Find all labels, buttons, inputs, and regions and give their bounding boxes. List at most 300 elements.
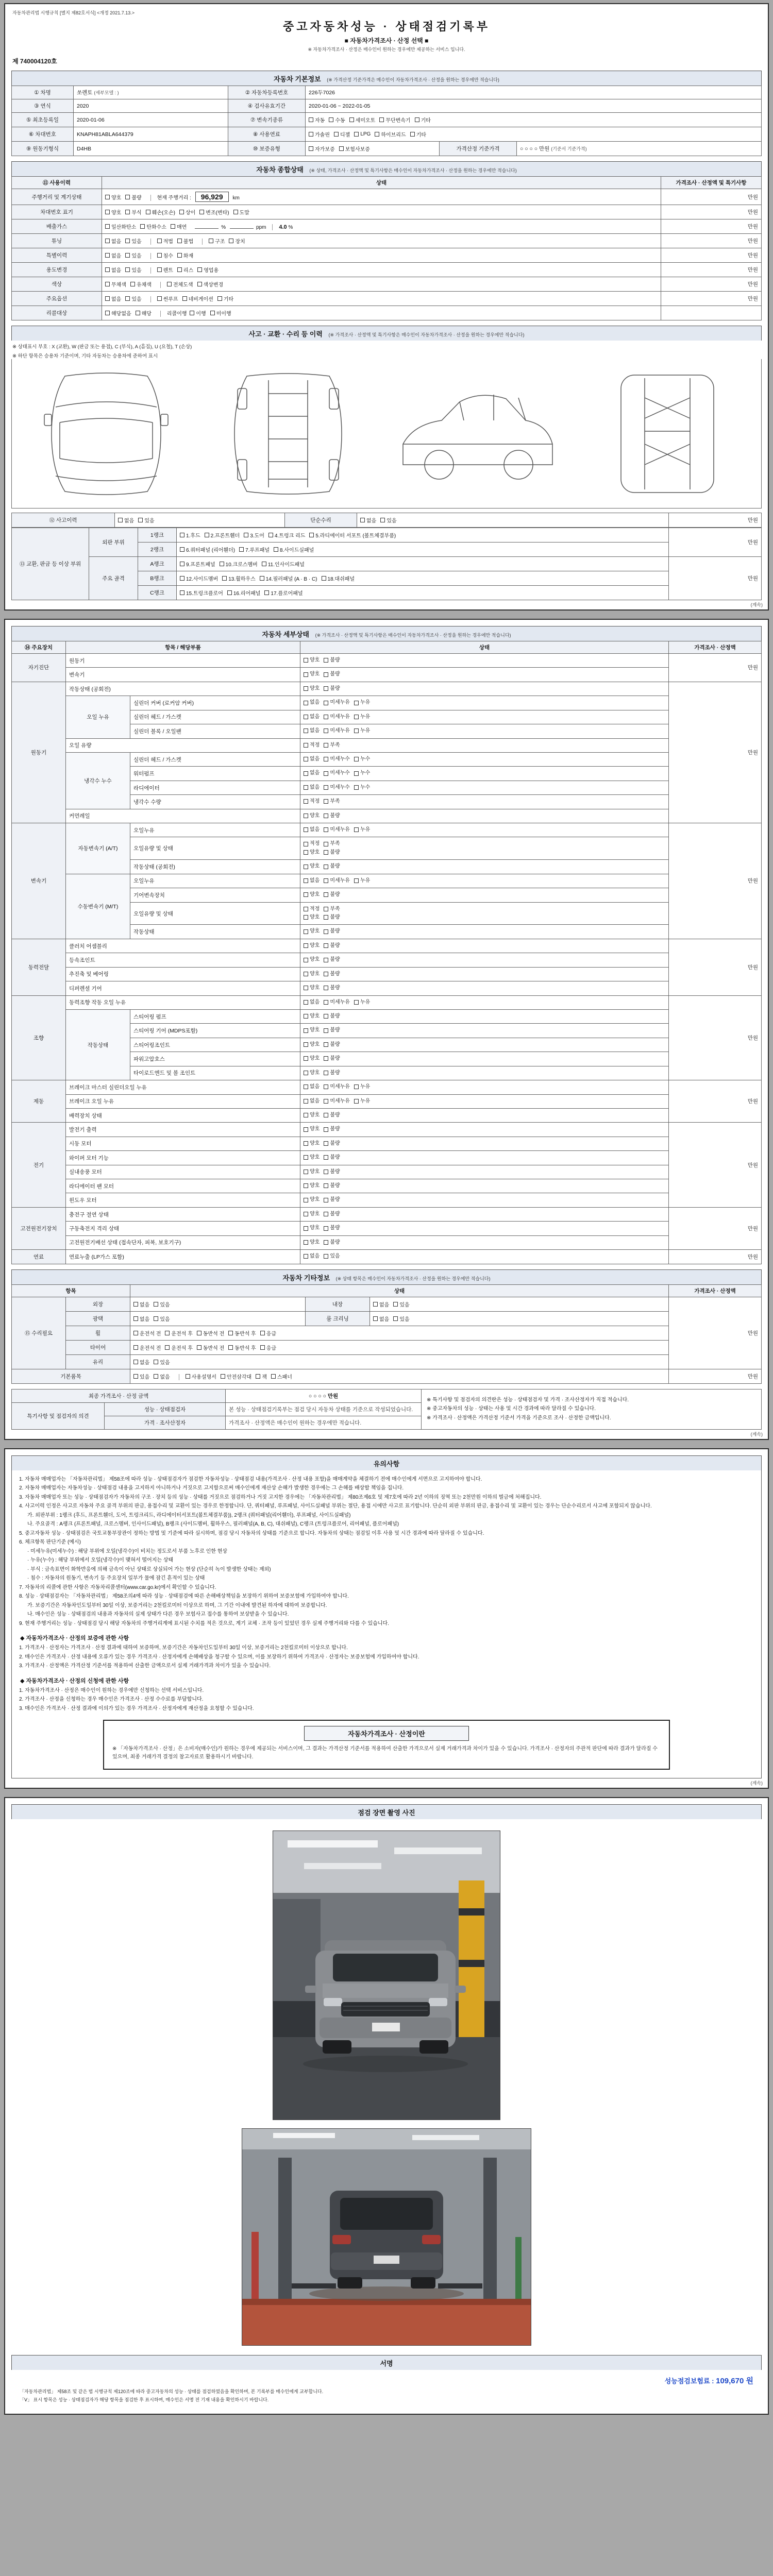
check-option-label: 누유 bbox=[360, 714, 371, 720]
check-option bbox=[304, 812, 320, 820]
check-option bbox=[304, 1013, 320, 1020]
check-option-label: 불량 bbox=[330, 957, 340, 963]
checkbox[interactable] bbox=[157, 253, 162, 258]
check-option-label: 화재 bbox=[183, 253, 194, 259]
checkbox[interactable] bbox=[304, 715, 308, 719]
checkbox[interactable] bbox=[324, 892, 328, 897]
checkbox[interactable] bbox=[171, 224, 175, 229]
check-option-label: 누유 bbox=[360, 1098, 371, 1104]
checkbox[interactable] bbox=[339, 146, 344, 151]
state-options bbox=[300, 1080, 669, 1094]
section-title-text: 자동차 종합상태 bbox=[256, 166, 304, 174]
checkbox[interactable] bbox=[324, 1113, 328, 1117]
accident-history-label: ⑫ 사고이력 bbox=[12, 513, 115, 528]
checkbox[interactable] bbox=[105, 282, 110, 286]
checkbox[interactable] bbox=[260, 1331, 265, 1335]
checkbox[interactable] bbox=[354, 771, 359, 776]
checkbox[interactable] bbox=[324, 1000, 328, 1005]
checkbox[interactable] bbox=[309, 533, 314, 537]
item-subgroup-label: 오일 누유 bbox=[66, 696, 130, 738]
checkbox[interactable] bbox=[177, 239, 182, 243]
checkbox[interactable] bbox=[304, 1042, 308, 1047]
checkbox[interactable] bbox=[304, 907, 308, 911]
checkbox[interactable] bbox=[324, 1240, 328, 1245]
check-option bbox=[125, 251, 141, 259]
checkbox[interactable] bbox=[324, 728, 328, 733]
checkbox[interactable] bbox=[125, 253, 130, 258]
check-option-label: 불량 bbox=[330, 1070, 340, 1076]
checkbox[interactable] bbox=[304, 1099, 308, 1104]
checkbox[interactable] bbox=[229, 239, 233, 243]
checkbox[interactable] bbox=[324, 701, 328, 705]
checkbox[interactable] bbox=[138, 518, 143, 522]
checkbox[interactable] bbox=[227, 590, 232, 595]
checkbox[interactable] bbox=[324, 1198, 328, 1202]
section-title-text: 서명 bbox=[380, 2360, 393, 2368]
checkbox[interactable] bbox=[154, 1360, 158, 1364]
check-option bbox=[133, 1358, 149, 1366]
checkbox[interactable] bbox=[309, 117, 313, 122]
inspection-photo-front bbox=[273, 1831, 500, 2120]
item-label: 실내송풍 모터 bbox=[66, 1165, 300, 1179]
final-price-row bbox=[12, 1389, 762, 1402]
checkbox[interactable] bbox=[274, 547, 278, 552]
checkbox[interactable] bbox=[105, 210, 110, 214]
base-price-value: ○ ○ ○ ○ 만원 (기준서 기준가격) bbox=[517, 142, 762, 156]
checkbox[interactable] bbox=[197, 1331, 201, 1335]
checkbox[interactable] bbox=[304, 1198, 308, 1202]
wheel-row bbox=[12, 1326, 762, 1340]
check-option bbox=[229, 237, 245, 245]
checkbox[interactable] bbox=[354, 827, 359, 832]
checkbox[interactable] bbox=[324, 850, 328, 855]
checkbox[interactable] bbox=[324, 1071, 328, 1075]
checkbox[interactable] bbox=[165, 1345, 170, 1350]
checkbox[interactable] bbox=[329, 117, 333, 122]
check-option bbox=[324, 928, 340, 935]
checkbox[interactable] bbox=[309, 146, 313, 151]
checkbox[interactable] bbox=[304, 827, 308, 832]
check-option bbox=[140, 223, 166, 230]
checkbox[interactable] bbox=[304, 1113, 308, 1117]
checkbox[interactable] bbox=[304, 658, 308, 663]
checkbox[interactable] bbox=[304, 1212, 308, 1216]
checkbox[interactable] bbox=[324, 1254, 328, 1259]
check-option-label: 적정 bbox=[310, 742, 320, 748]
checkbox[interactable] bbox=[309, 132, 313, 137]
check-option bbox=[165, 1344, 192, 1351]
inspection-period-label: ④ 검사유효기간 bbox=[228, 99, 306, 113]
checkbox[interactable] bbox=[324, 1141, 328, 1146]
checkbox[interactable] bbox=[324, 943, 328, 948]
checkbox[interactable] bbox=[264, 590, 269, 595]
checkbox[interactable] bbox=[324, 827, 328, 832]
checkbox[interactable] bbox=[304, 672, 308, 677]
checkbox[interactable] bbox=[324, 757, 328, 761]
checkbox[interactable] bbox=[105, 224, 110, 229]
checkbox[interactable] bbox=[354, 878, 359, 883]
color-row bbox=[12, 277, 762, 292]
checkbox[interactable] bbox=[324, 1014, 328, 1019]
checkbox[interactable] bbox=[133, 1316, 138, 1321]
checkbox[interactable] bbox=[157, 296, 162, 301]
checkbox[interactable] bbox=[146, 210, 150, 214]
checkbox[interactable] bbox=[304, 878, 308, 883]
check-option bbox=[354, 1098, 370, 1105]
check-option-label: 영업용 bbox=[204, 268, 219, 274]
check-option bbox=[304, 1041, 320, 1048]
check-option-label: 미세누유 bbox=[330, 999, 350, 1005]
checkbox[interactable] bbox=[324, 958, 328, 962]
check-option-label: 있음 bbox=[140, 1374, 150, 1380]
section-title-text: 자동차 기본정보 bbox=[274, 75, 321, 83]
state-header: 상태 bbox=[300, 641, 669, 654]
checkbox[interactable] bbox=[354, 1099, 359, 1104]
checkbox[interactable] bbox=[125, 210, 130, 214]
checkbox[interactable] bbox=[125, 296, 130, 301]
checkbox[interactable] bbox=[393, 1316, 398, 1321]
checkbox[interactable] bbox=[167, 282, 172, 286]
checkbox[interactable] bbox=[180, 562, 184, 566]
checkbox[interactable] bbox=[133, 1360, 138, 1364]
checkbox[interactable] bbox=[177, 253, 182, 258]
checkbox[interactable] bbox=[105, 253, 110, 258]
checkbox[interactable] bbox=[125, 195, 130, 199]
check-option bbox=[324, 942, 340, 950]
checkbox[interactable] bbox=[324, 1084, 328, 1089]
checkbox[interactable] bbox=[157, 267, 162, 272]
checkbox[interactable] bbox=[105, 195, 110, 199]
checkbox[interactable] bbox=[324, 1042, 328, 1047]
checkbox[interactable] bbox=[304, 728, 308, 733]
checkbox[interactable] bbox=[140, 224, 145, 229]
checkbox[interactable] bbox=[380, 518, 385, 522]
check-option-label: 미세누수 bbox=[330, 784, 350, 790]
photo-area bbox=[11, 1826, 762, 2350]
checkbox[interactable] bbox=[304, 915, 308, 920]
checkbox[interactable] bbox=[324, 915, 328, 920]
checkbox[interactable] bbox=[324, 1127, 328, 1132]
checkbox[interactable] bbox=[324, 799, 328, 804]
accident-history-table bbox=[11, 513, 762, 528]
checkbox[interactable] bbox=[304, 1084, 308, 1089]
checkbox[interactable] bbox=[304, 1000, 308, 1005]
checkbox[interactable] bbox=[133, 1302, 138, 1307]
checkbox[interactable] bbox=[304, 1240, 308, 1245]
checkbox[interactable] bbox=[324, 1028, 328, 1033]
checkbox[interactable] bbox=[118, 518, 123, 522]
checkbox[interactable] bbox=[133, 1345, 138, 1350]
checkbox[interactable] bbox=[105, 267, 110, 272]
check-option-label: 없음 bbox=[310, 1084, 320, 1090]
item-label: 실린더 블록 / 오일팬 bbox=[130, 724, 300, 738]
checkbox[interactable] bbox=[197, 1345, 201, 1350]
checkbox[interactable] bbox=[304, 1226, 308, 1231]
checkbox[interactable] bbox=[199, 210, 204, 214]
price-warranty-list bbox=[17, 1644, 756, 1670]
checkbox[interactable] bbox=[304, 958, 308, 962]
checkbox[interactable] bbox=[324, 907, 328, 911]
checkbox[interactable] bbox=[136, 311, 140, 315]
checkbox[interactable] bbox=[133, 1374, 138, 1379]
checkbox[interactable] bbox=[304, 1028, 308, 1033]
checkbox[interactable] bbox=[304, 1141, 308, 1146]
check-option bbox=[324, 742, 340, 749]
table-header-row bbox=[12, 641, 762, 654]
checkbox[interactable] bbox=[324, 865, 328, 869]
checkbox[interactable] bbox=[220, 562, 224, 566]
current-mileage-value: 96,929 bbox=[195, 192, 229, 202]
checkbox[interactable] bbox=[324, 672, 328, 677]
checkbox[interactable] bbox=[304, 1014, 308, 1019]
check-option-label: 없음 bbox=[366, 518, 377, 524]
checkbox[interactable] bbox=[256, 1374, 260, 1379]
checkbox[interactable] bbox=[209, 239, 213, 243]
checkbox[interactable] bbox=[190, 311, 194, 315]
check-option bbox=[125, 295, 141, 302]
checkbox[interactable] bbox=[324, 878, 328, 883]
checkbox[interactable] bbox=[304, 892, 308, 897]
emission-row bbox=[12, 219, 762, 234]
checkbox[interactable] bbox=[324, 1183, 328, 1188]
section-title-basic-info bbox=[11, 71, 762, 86]
detail-row bbox=[12, 874, 762, 888]
checkbox[interactable] bbox=[105, 311, 110, 315]
checkbox[interactable] bbox=[304, 757, 308, 761]
price-cell: 만원 bbox=[669, 1123, 762, 1208]
checkbox[interactable] bbox=[125, 239, 130, 243]
checkbox[interactable] bbox=[324, 1170, 328, 1174]
check-option-label: 없음 bbox=[310, 700, 320, 706]
checkbox[interactable] bbox=[304, 986, 308, 990]
tire-row bbox=[12, 1340, 762, 1354]
checkbox[interactable] bbox=[154, 1374, 158, 1379]
etc-info-table bbox=[11, 1284, 762, 1384]
checkbox[interactable] bbox=[304, 972, 308, 976]
checkbox[interactable] bbox=[304, 1183, 308, 1188]
checkbox[interactable] bbox=[324, 1226, 328, 1231]
checkbox[interactable] bbox=[324, 658, 328, 663]
checkbox[interactable] bbox=[354, 701, 359, 705]
checkbox[interactable] bbox=[105, 239, 110, 243]
checkbox[interactable] bbox=[304, 1127, 308, 1132]
check-option bbox=[339, 145, 370, 152]
item-label: 와이퍼 모터 기능 bbox=[66, 1151, 300, 1165]
checkbox[interactable] bbox=[197, 282, 202, 286]
checkbox[interactable] bbox=[154, 1302, 158, 1307]
state-options bbox=[300, 995, 669, 1009]
state-options bbox=[300, 939, 669, 953]
checkbox[interactable] bbox=[179, 210, 184, 214]
checkbox[interactable] bbox=[324, 686, 328, 691]
checkbox[interactable] bbox=[180, 547, 184, 552]
checkbox[interactable] bbox=[182, 296, 187, 301]
checkbox[interactable] bbox=[197, 267, 202, 272]
check-option bbox=[304, 863, 320, 870]
checkbox[interactable] bbox=[233, 210, 238, 214]
checkbox[interactable] bbox=[154, 1316, 158, 1321]
check-option bbox=[304, 714, 320, 721]
checkbox[interactable] bbox=[304, 814, 308, 818]
item-label: 실린더 헤드 / 가스켓 bbox=[130, 710, 300, 724]
checkbox[interactable] bbox=[205, 533, 209, 537]
checkbox[interactable] bbox=[304, 929, 308, 934]
check-option-label: 전체도색 bbox=[173, 282, 193, 288]
option-line bbox=[304, 840, 665, 848]
price-cell: 만원 bbox=[669, 1250, 762, 1264]
checkbox[interactable] bbox=[304, 1155, 308, 1160]
checkbox[interactable] bbox=[354, 132, 359, 137]
option-line bbox=[304, 1083, 665, 1091]
checkbox[interactable] bbox=[410, 132, 415, 137]
checkbox[interactable] bbox=[324, 1056, 328, 1061]
checkbox[interactable] bbox=[304, 943, 308, 948]
checkbox[interactable] bbox=[304, 686, 308, 691]
checkbox[interactable] bbox=[304, 799, 308, 804]
checkbox[interactable] bbox=[133, 1331, 138, 1335]
price-cell: 만원 bbox=[669, 513, 762, 528]
checkbox[interactable] bbox=[165, 1331, 170, 1335]
checkbox[interactable] bbox=[244, 533, 248, 537]
checkbox[interactable] bbox=[324, 929, 328, 934]
check-option-label: 불량 bbox=[330, 971, 340, 977]
checkbox[interactable] bbox=[324, 715, 328, 719]
checkbox[interactable] bbox=[304, 850, 308, 855]
checkbox[interactable] bbox=[304, 701, 308, 705]
checkbox[interactable] bbox=[375, 132, 379, 137]
checkbox[interactable] bbox=[260, 576, 264, 581]
check-option-label: 해당 bbox=[141, 311, 152, 317]
page-3 bbox=[4, 1448, 769, 1789]
checkbox[interactable] bbox=[354, 715, 359, 719]
checkbox[interactable] bbox=[324, 771, 328, 776]
checkbox[interactable] bbox=[304, 771, 308, 776]
checkbox[interactable] bbox=[221, 1374, 225, 1379]
item-label: 커먼레일 bbox=[66, 809, 300, 823]
check-option-label: 잭 bbox=[262, 1374, 267, 1380]
car-name-label: ① 차명 bbox=[12, 86, 74, 99]
checkbox[interactable] bbox=[324, 1155, 328, 1160]
checkbox[interactable] bbox=[186, 1374, 190, 1379]
checkbox[interactable] bbox=[354, 757, 359, 761]
option-line bbox=[304, 1041, 665, 1049]
item-label: 변속기 bbox=[66, 668, 300, 682]
check-option-label: 불량 bbox=[330, 1168, 340, 1175]
item-label: 고전원전기배선 상태 (접속단자, 피복, 보호기구) bbox=[66, 1235, 300, 1249]
checkbox[interactable] bbox=[304, 785, 308, 790]
check-option bbox=[324, 891, 340, 899]
item-label: 라디에이터 팬 모터 bbox=[66, 1179, 300, 1193]
checkbox[interactable] bbox=[379, 117, 384, 122]
checkbox[interactable] bbox=[105, 296, 110, 301]
checkbox[interactable] bbox=[304, 865, 308, 869]
checkbox[interactable] bbox=[262, 562, 266, 566]
checkbox[interactable] bbox=[177, 267, 182, 272]
checkbox[interactable] bbox=[157, 239, 162, 243]
check-option-label: 렌트 bbox=[163, 268, 173, 274]
checkbox[interactable] bbox=[324, 1099, 328, 1104]
checkbox[interactable] bbox=[334, 132, 339, 137]
checkbox[interactable] bbox=[324, 785, 328, 790]
price-survey-banner: ■ 자동차가격조사 · 산정 선택 ■ bbox=[344, 37, 429, 44]
detail-row bbox=[12, 809, 762, 823]
check-option bbox=[157, 266, 173, 274]
checkbox[interactable] bbox=[354, 1084, 359, 1089]
checkbox[interactable] bbox=[324, 972, 328, 976]
checkbox[interactable] bbox=[222, 576, 227, 581]
checkbox[interactable] bbox=[210, 311, 215, 315]
checkbox[interactable] bbox=[304, 1170, 308, 1174]
checkbox[interactable] bbox=[354, 785, 359, 790]
check-option-label: 누유 bbox=[360, 700, 371, 706]
checkbox[interactable] bbox=[324, 743, 328, 748]
checkbox[interactable] bbox=[354, 1000, 359, 1005]
checkbox[interactable] bbox=[217, 296, 222, 301]
checkbox[interactable] bbox=[260, 1345, 265, 1350]
checkbox[interactable] bbox=[180, 533, 184, 537]
checkbox[interactable] bbox=[324, 986, 328, 990]
check-option bbox=[304, 1211, 320, 1218]
checkbox[interactable] bbox=[180, 590, 184, 595]
checkbox[interactable] bbox=[125, 267, 130, 272]
checkbox[interactable] bbox=[304, 1056, 308, 1061]
check-option-label: 디젤 bbox=[340, 132, 350, 138]
detail-row bbox=[12, 1165, 762, 1179]
footer-note-2: 「Ⅴ」 표시 항목은 성능 · 상태점검자가 해당 항목을 점검한 후 표시하며, 매수인은 서명 전 기재 내용을 확인하시기 바랍니다. bbox=[20, 2397, 269, 2403]
checkbox[interactable] bbox=[373, 1302, 378, 1307]
checkbox[interactable] bbox=[304, 743, 308, 748]
checkbox[interactable] bbox=[130, 282, 135, 286]
check-option bbox=[227, 589, 261, 597]
checkbox[interactable] bbox=[304, 1254, 308, 1259]
checkbox[interactable] bbox=[354, 728, 359, 733]
checkbox[interactable] bbox=[393, 1302, 398, 1307]
checkbox[interactable] bbox=[228, 1345, 233, 1350]
checkbox[interactable] bbox=[304, 1071, 308, 1075]
checkbox[interactable] bbox=[349, 117, 354, 122]
checkbox[interactable] bbox=[324, 842, 328, 846]
checkbox[interactable] bbox=[239, 547, 244, 552]
detail-row bbox=[12, 1123, 762, 1137]
check-option-label: 불량 bbox=[330, 671, 340, 677]
check-option bbox=[324, 906, 340, 913]
check-option bbox=[154, 1372, 170, 1380]
checkbox[interactable] bbox=[360, 518, 365, 522]
detail-row bbox=[12, 1179, 762, 1193]
final-price-value: ○ ○ ○ ○ 만원 bbox=[226, 1389, 422, 1402]
checkbox[interactable] bbox=[322, 576, 326, 581]
checkbox[interactable] bbox=[304, 842, 308, 846]
checkbox[interactable] bbox=[228, 1331, 233, 1335]
item-label: 워터펌프 bbox=[130, 767, 300, 781]
checkbox[interactable] bbox=[324, 814, 328, 818]
inspection-period-value: 2020-01-06 ~ 2022-01-05 bbox=[306, 99, 762, 113]
checkbox[interactable] bbox=[268, 533, 273, 537]
checkbox[interactable] bbox=[415, 117, 419, 122]
checkbox[interactable] bbox=[324, 1212, 328, 1216]
option-line bbox=[304, 1224, 665, 1232]
interior-options bbox=[370, 1297, 669, 1311]
price-cell: 만원 bbox=[661, 263, 762, 277]
check-option-label: 동반석 전 bbox=[203, 1345, 225, 1351]
check-option bbox=[324, 1027, 340, 1034]
check-option bbox=[180, 574, 218, 582]
reg-no-label: ② 자동차등록번호 bbox=[228, 86, 306, 99]
checkbox[interactable] bbox=[373, 1316, 378, 1321]
price-cell: 만원 bbox=[669, 682, 762, 823]
checkbox[interactable] bbox=[180, 576, 184, 581]
checkbox[interactable] bbox=[271, 1374, 276, 1379]
